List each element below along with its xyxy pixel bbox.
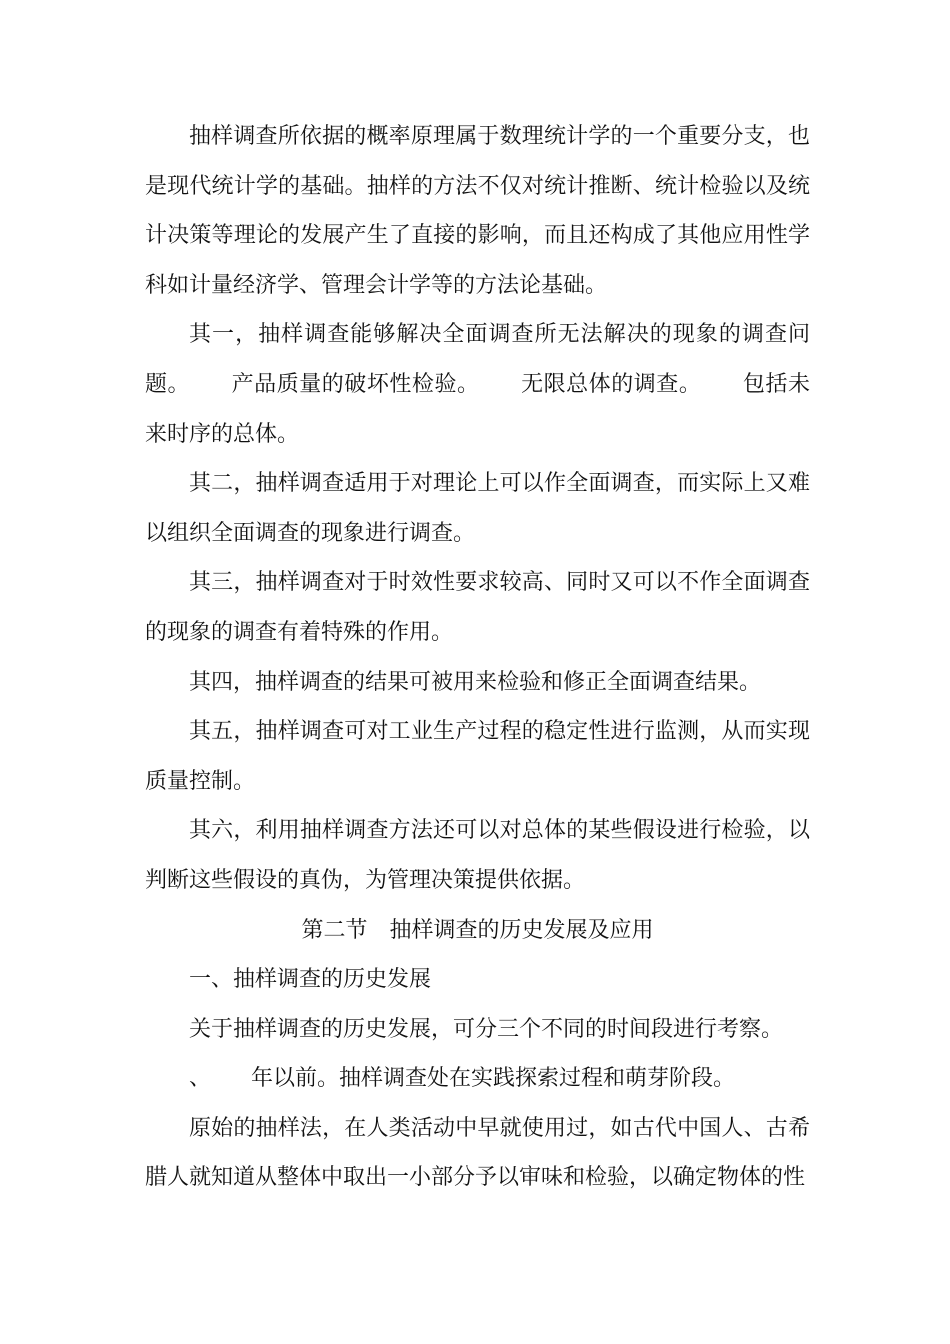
paragraph-probability-basis: 抽样调查所依据的概率原理属于数理统计学的一个重要分支，也是现代统计学的基础。抽样的方法不仅对统计推断、统计检验以及统计决策等理论的发展产生了直接的影响，而且还构成了其他应用性学科如计量经济学、管理会计学等的方法论基础。	[145, 124, 810, 298]
paragraph-point-four: 其四，抽样调查的结果可被用来检验和修正全面调查结果。	[189, 669, 762, 695]
document-body	[145, 112, 810, 1203]
paragraph-point-two: 其二，抽样调查适用于对理论上可以作全面调查，而实际上又难以组织全面调查的现象进行调查。	[145, 471, 810, 546]
paragraph-point-one: 其一，抽样调查能够解决全面调查所无法解决的现象的调查问题。 产品质量的破坏性检验。 无限总体的调查。 包括未来时序的总体。	[145, 322, 810, 447]
paragraph-primitive-sampling: 原始的抽样法，在人类活动中早就使用过，如古代中国人、古希腊人就知道从整体中取出一小部分予以审味和检验，以确定物体的性	[145, 1115, 810, 1191]
section-heading: 第二节 抽样调查的历史发展及应用	[301, 917, 654, 943]
paragraph-point-five: 其五，抽样调查可对工业生产过程的稳定性进行监测，从而实现质量控制。	[145, 719, 810, 794]
paragraph-point-three: 其三，抽样调查对于时效性要求较高、同时又可以不作全面调查的现象的调查有着特殊的作用。	[145, 570, 810, 645]
paragraph-early-period: 、 年以前。抽样调查处在实践探索过程和萌芽阶段。	[189, 1066, 735, 1092]
paragraph-point-six: 其六，利用抽样调查方法还可以对总体的某些假设进行检验，以判断这些假设的真伪，为管理决策提供依据。	[145, 818, 810, 893]
paragraph-history-intro: 关于抽样调查的历史发展，可分三个不同的时间段进行考察。	[189, 1016, 784, 1042]
subsection-heading: 一、抽样调查的历史发展	[189, 967, 432, 993]
